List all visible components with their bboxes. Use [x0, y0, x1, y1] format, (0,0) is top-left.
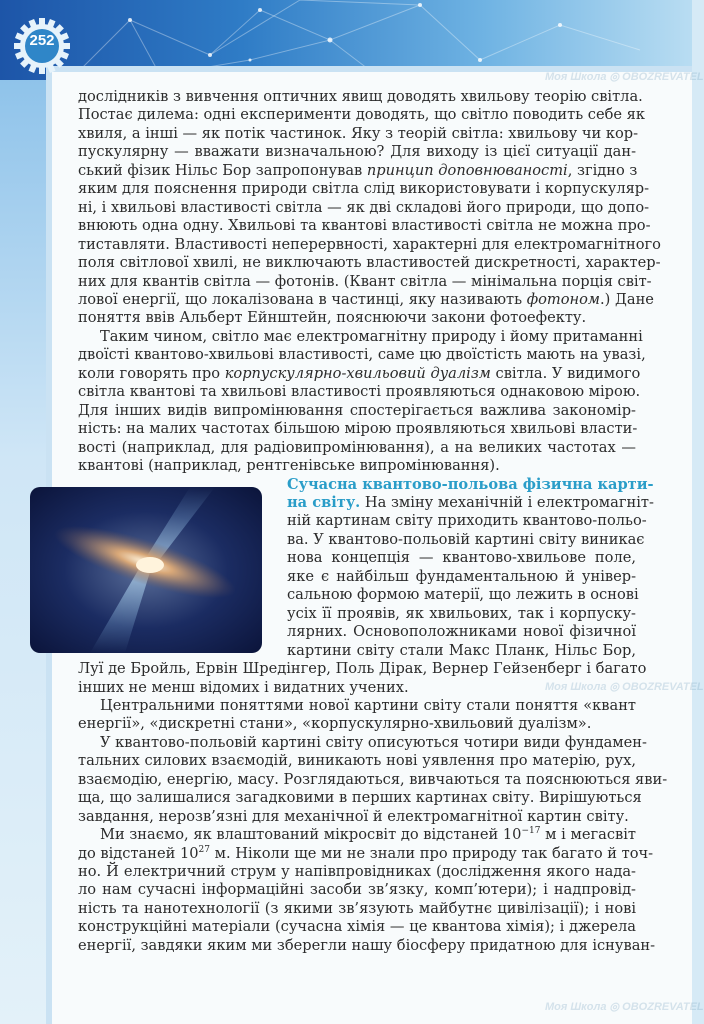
text-line [78, 808, 636, 826]
text-line [78, 364, 641, 383]
text-line [78, 402, 636, 420]
text-segment: Центральними поняттями нової картини світу стали поняття «квант [100, 696, 636, 714]
text-segment: пускулярну — вважати визначальною? Для виходу із цієї ситуації дан- [78, 143, 636, 161]
section-heading: на світу. [287, 493, 361, 511]
text-line [78, 863, 636, 881]
section-heading: Сучасна квантово-польова фізична карти- [287, 475, 654, 493]
text-line [78, 346, 646, 364]
text-line [78, 88, 643, 106]
text-line [78, 733, 647, 752]
text-line [78, 826, 636, 844]
text-line [287, 642, 636, 660]
text-segment: поняття ввів Альберт Ейнштейн, пояснюючи закони фотоефекту. [78, 309, 587, 327]
text-segment: ський фізик Нільс Бор запропонував [78, 161, 367, 179]
text-segment: но. Й електричний струм у напівпровідниках (дослідження якого нада- [78, 863, 636, 881]
text-line [287, 493, 654, 512]
italic-term: фотоном [526, 290, 601, 308]
text-line [78, 309, 636, 327]
text-segment: квантові (наприклад, рентгенівське випромінювання). [78, 457, 500, 475]
text-line [78, 254, 661, 272]
text-line [287, 549, 636, 567]
text-segment: тиставляти. Властивості неперервності, характерні для електромагнітного [78, 235, 661, 253]
text-segment: тальних силових взаємодій, виникають нові уявлення про матерію, рух, [78, 752, 636, 770]
text-segment: Таким чином, світло має електромагнітну природу і йому притаманні [100, 327, 643, 345]
text-segment: завдання, нерозв’язні для механічної й електромагнітної картин світу. [78, 807, 629, 825]
text-segment: внюють одна одну. Хвильові та квантові властивості світла не можна про- [78, 217, 651, 235]
text-line [78, 752, 636, 770]
text-segment: яким для пояснення природи світла слід використовувати і корпускуляр- [78, 180, 650, 198]
text-segment: сальною формою матерії, що лежить в основі [287, 586, 639, 604]
text-line [78, 844, 654, 863]
italic-term: корпускулярно-хвильовий дуалізм [224, 364, 491, 382]
text-line [287, 586, 639, 604]
text-segment: хвиля, а інші — як потік частинок. Яку з теорій світла: хвильову чи кор- [78, 124, 639, 142]
text-line [78, 918, 636, 936]
text-segment: лярних. Основоположниками нової фізичної [287, 623, 636, 641]
text-line [78, 272, 652, 291]
text-segment: У квантово-польовій картині світу описуються чотири види фундамен- [100, 733, 647, 751]
text-segment: них для квантів світла — фотонів. (Квант світла — мінімальна порція світ- [78, 272, 652, 290]
text-line [78, 180, 650, 198]
text-segment: світла квантові та хвильові властивості проявляються однаковою мірою. [78, 383, 641, 401]
text-line [78, 660, 647, 678]
text-line [78, 900, 636, 918]
text-segment: інших не менш відомих і видатних учених. [78, 678, 409, 696]
text-segment: ва. У квантово-польовій картині світу виникає [287, 530, 645, 548]
text-segment: конструкційні матеріали (сучасна хімія — це квантова хімія); і джерела [78, 918, 636, 936]
text-segment: м і мегасвіт [540, 826, 636, 844]
text-line [78, 881, 636, 899]
text-segment: Постає дилема: одні експерименти доводять, що світло поводить себе як [78, 106, 645, 124]
text-line [287, 605, 636, 623]
text-segment: ній картинам світу приходить квантово-польо- [287, 512, 647, 530]
text-line [78, 420, 636, 438]
text-line [78, 789, 642, 807]
watermark: Моя Школа ◎ OBOZREVATEL [545, 1001, 704, 1013]
text-line [78, 439, 636, 457]
text-segment: вості (наприклад, для радіовипромінювання), а на великих частотах — [78, 438, 636, 456]
text-line [78, 106, 645, 124]
text-segment: , згідно з [567, 161, 638, 179]
text-line [287, 530, 645, 549]
text-segment: двоїсті квантово-хвильові властивості, саме цю двоїстість мають на увазі, [78, 346, 646, 364]
text-segment: лової енергії, що локалізована в частинці, яку називають [78, 290, 527, 308]
text-line [78, 217, 651, 235]
text-line [78, 143, 636, 161]
text-line [78, 290, 654, 309]
text-segment: м. Ніколи ще ми не знали про природу так багато й точ- [209, 844, 654, 862]
text-segment: енергії», «дискретні стани», «корпускулярно-хвильовий дуалізм». [78, 715, 592, 733]
text-segment: до відстаней 10 [78, 844, 199, 862]
text-segment: енергії, завдяки яким ми зберегли нашу біосферу придатною для існуван- [78, 936, 656, 954]
text-segment: коли говорять про [78, 364, 225, 382]
text-segment: ща, що залишалися загадковими в перших картинах світу. Вирішуються [78, 789, 642, 807]
text-segment: нова концепція — квантово-хвильове поле, [287, 549, 636, 567]
text-segment: Ми знаємо, як влаштований мікросвіт до відстаней 10 [100, 826, 522, 844]
text-line [78, 936, 656, 955]
exponent: −17 [521, 826, 541, 837]
text-segment: дослідників з вивчення оптичних явищ доводять хвильову теорію світла. [78, 88, 643, 105]
text-line [78, 383, 641, 401]
text-line [78, 679, 636, 697]
text-segment: ні, і хвильові властивості світла — як дві складові його природи, що допо- [78, 198, 650, 216]
text-segment: Для інших видів випромінювання спостерігається важлива закономір- [78, 401, 636, 419]
text-segment: взаємодію, енергію, масу. Розглядаються, вивчаються та пояснюються яви- [78, 770, 668, 788]
italic-term: принцип доповнюваності [366, 161, 568, 179]
text-segment: На зміну механічній і електромагніт- [360, 493, 654, 511]
text-line [78, 715, 636, 733]
text-segment: яке є найбільш фундаментальною й універ- [287, 567, 636, 585]
text-segment: поля світлової хвилі, не виключають властивостей дискретності, характер- [78, 254, 661, 272]
text-segment: картини світу стали Макс Планк, Нільс Бор, [287, 641, 636, 659]
text-line [287, 475, 654, 494]
text-line [287, 512, 647, 530]
body-text [78, 88, 668, 955]
text-segment: ність: на малих частотах більшою мірою проявляються хвильові власти- [78, 420, 638, 438]
text-segment: ність та нанотехнології (з якими зв’язують майбутнє цивілізації); і нові [78, 899, 636, 917]
page-number: 252 [29, 32, 55, 49]
text-line [78, 770, 668, 789]
exponent: 27 [198, 844, 210, 855]
text-line [78, 198, 650, 217]
text-segment: усіх її проявів, як хвильових, так і корпуску- [287, 604, 636, 622]
watermark: Моя Школа ◎ OBOZREVATEL [545, 71, 704, 83]
text-line [78, 327, 643, 346]
text-segment: ло нам сучасні інформаційні засоби зв’язку, комп’ютери); і надпровід- [78, 881, 636, 899]
text-line [287, 623, 636, 641]
text-line [78, 162, 636, 180]
text-line [78, 235, 661, 254]
text-line [78, 697, 636, 715]
text-line [78, 124, 639, 143]
text-line [78, 457, 636, 475]
text-segment: Луї де Бройль, Ервін Шредінгер, Поль Дірак, Вернер Гейзенберг і багато [78, 660, 647, 678]
text-line [287, 568, 636, 586]
text-segment: .) Дане [600, 290, 654, 308]
text-segment: світла. У видимого [490, 364, 641, 382]
watermark: Моя Школа ◎ OBOZREVATEL [545, 681, 704, 693]
